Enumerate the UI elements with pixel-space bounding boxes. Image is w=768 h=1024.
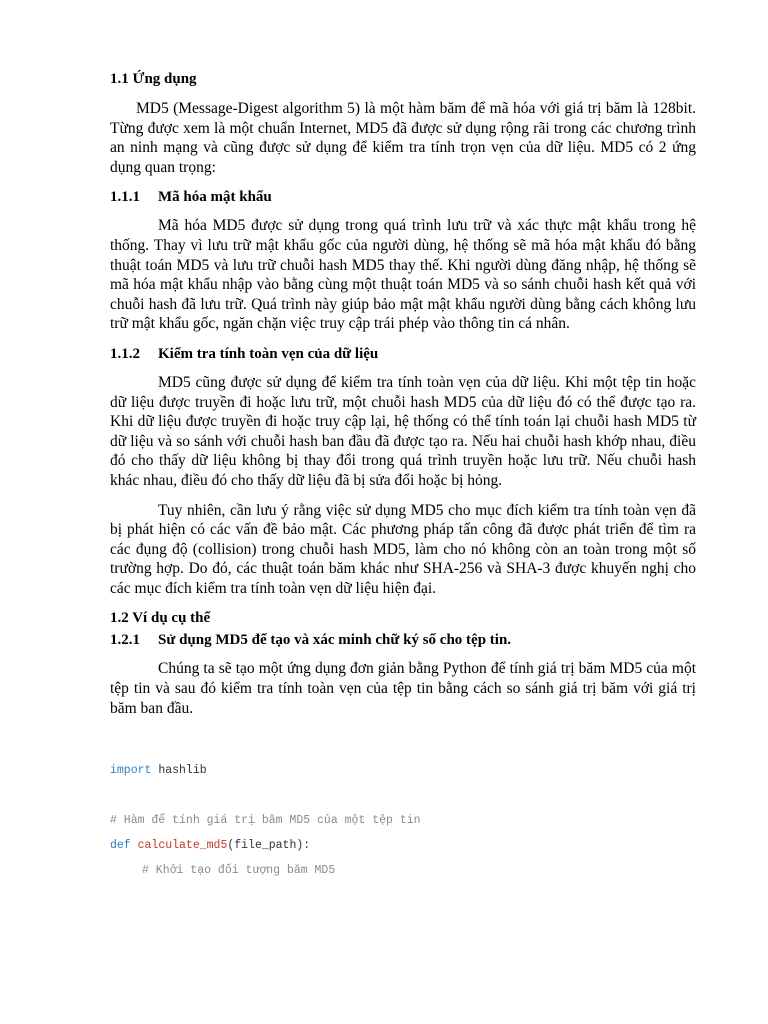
code-args: (file_path): xyxy=(227,839,311,853)
code-line-def xyxy=(110,833,696,858)
section-heading-1-1: 1.1 Ứng dụng xyxy=(110,71,197,87)
paragraph-intro: MD5 (Message-Digest algorithm 5) là một hàm băm để mã hóa với giá trị băm là 128bit. Từng được xem là một chuẩn Internet, MD5 đã được sử dụng rộng rãi trong các chương trình an ninh mạng và cũng được sử dụng để kiểm tra tính trọn vẹn của dữ liệu. MD5 có 2 ứng dụng quan trọng: xyxy=(110,100,696,176)
section-heading-1-2: 1.2 Ví dụ cụ thể xyxy=(110,610,211,627)
code-comment: # Khởi tạo đối tượng băm MD5 xyxy=(142,864,336,878)
paragraph-example: Chúng ta sẽ tạo một ứng dụng đơn giản bằng Python để tính giá trị băm MD5 của một tệp tin và sau đó kiểm tra tính toàn vẹn của tệp tin bằng cách so sánh giá trị băm với giá trị băm ban đầu. xyxy=(110,660,696,717)
code-function-name: calculate_md5 xyxy=(137,839,228,853)
code-comment: # Hàm để tính giá trị băm MD5 của một tệp tin xyxy=(110,814,421,828)
subsection-heading-1-2-1 xyxy=(110,630,696,650)
subsection-title: Sử dụng MD5 để tạo và xác minh chữ ký số cho tệp tin. xyxy=(158,632,512,649)
code-line-import xyxy=(110,758,696,783)
subsection-title: Kiểm tra tính toàn vẹn của dữ liệu xyxy=(158,345,379,362)
paragraph-integrity-2: Tuy nhiên, cần lưu ý rằng việc sử dụng MD5 cho mục đích kiểm tra tính toàn vẹn đã bị phát hiện có các vấn đề bảo mật. Các phương pháp tấn công đã được phát triển để tìm ra các đụng độ (collision) trong chuỗi hash MD5, làm cho nó không còn an toàn trong một số trường hợp. Do đó, các thuật toán băm khác như SHA-256 và SHA-3 được khuyến nghị cho các mục đích kiểm tra tính toàn vẹn dữ liệu hiện đại. xyxy=(110,501,696,597)
subsection-title: Mã hóa mật khẩu xyxy=(158,189,272,206)
code-block xyxy=(110,758,696,883)
subsection-number: 1.2.1 xyxy=(110,632,140,649)
subsection-number: 1.1.1 xyxy=(110,189,140,206)
code-line-comment-2 xyxy=(110,858,696,883)
code-line-comment xyxy=(110,808,696,833)
code-keyword: import xyxy=(110,764,152,778)
subsection-number: 1.1.2 xyxy=(110,345,140,362)
code-module: hashlib xyxy=(151,764,207,778)
subsection-heading-1-1-1 xyxy=(110,187,696,207)
code-keyword: def xyxy=(110,839,131,853)
paragraph-password-hashing: Mã hóa MD5 được sử dụng trong quá trình lưu trữ và xác thực mật khẩu trong hệ thống. Thay vì lưu trữ mật khẩu gốc của người dùng, hệ thống sẽ mã hóa mật khẩu đó bằng thuật toán MD5 và lưu trữ chuỗi hash MD5 thay thế. Khi người dùng đăng nhập, hệ thống sẽ mã hóa mật khẩu nhập vào bằng cùng một thuật toán MD5 và so sánh chuỗi hash kết quả với chuỗi hash đã lưu trữ. Quá trình này giúp bảo mật mật khẩu người dùng bằng cách không lưu trữ mật khẩu gốc, ngăn chặn việc truy cập trái phép vào thông tin cá nhân. xyxy=(110,217,696,333)
paragraph-integrity-1: MD5 cũng được sử dụng để kiểm tra tính toàn vẹn của dữ liệu. Khi một tệp tin hoặc dữ liệu được truyền đi hoặc lưu trữ, một chuỗi hash MD5 của dữ liệu đó có thể được tạo ra. Khi dữ liệu được truyền đi hoặc truy cập lại, hệ thống có thể tính toán lại chuỗi hash MD5 từ dữ liệu và so sánh với chuỗi hash ban đầu đã được tạo ra. Nếu hai chuỗi hash khớp nhau, điều đó cho thấy dữ liệu không bị thay đổi trong quá trình truyền hoặc lưu trữ. Nếu chuỗi hash khác nhau, điều đó cho thấy dữ liệu đã bị sửa đổi hoặc bị hỏng. xyxy=(110,373,696,489)
subsection-heading-1-1-2 xyxy=(110,344,696,364)
